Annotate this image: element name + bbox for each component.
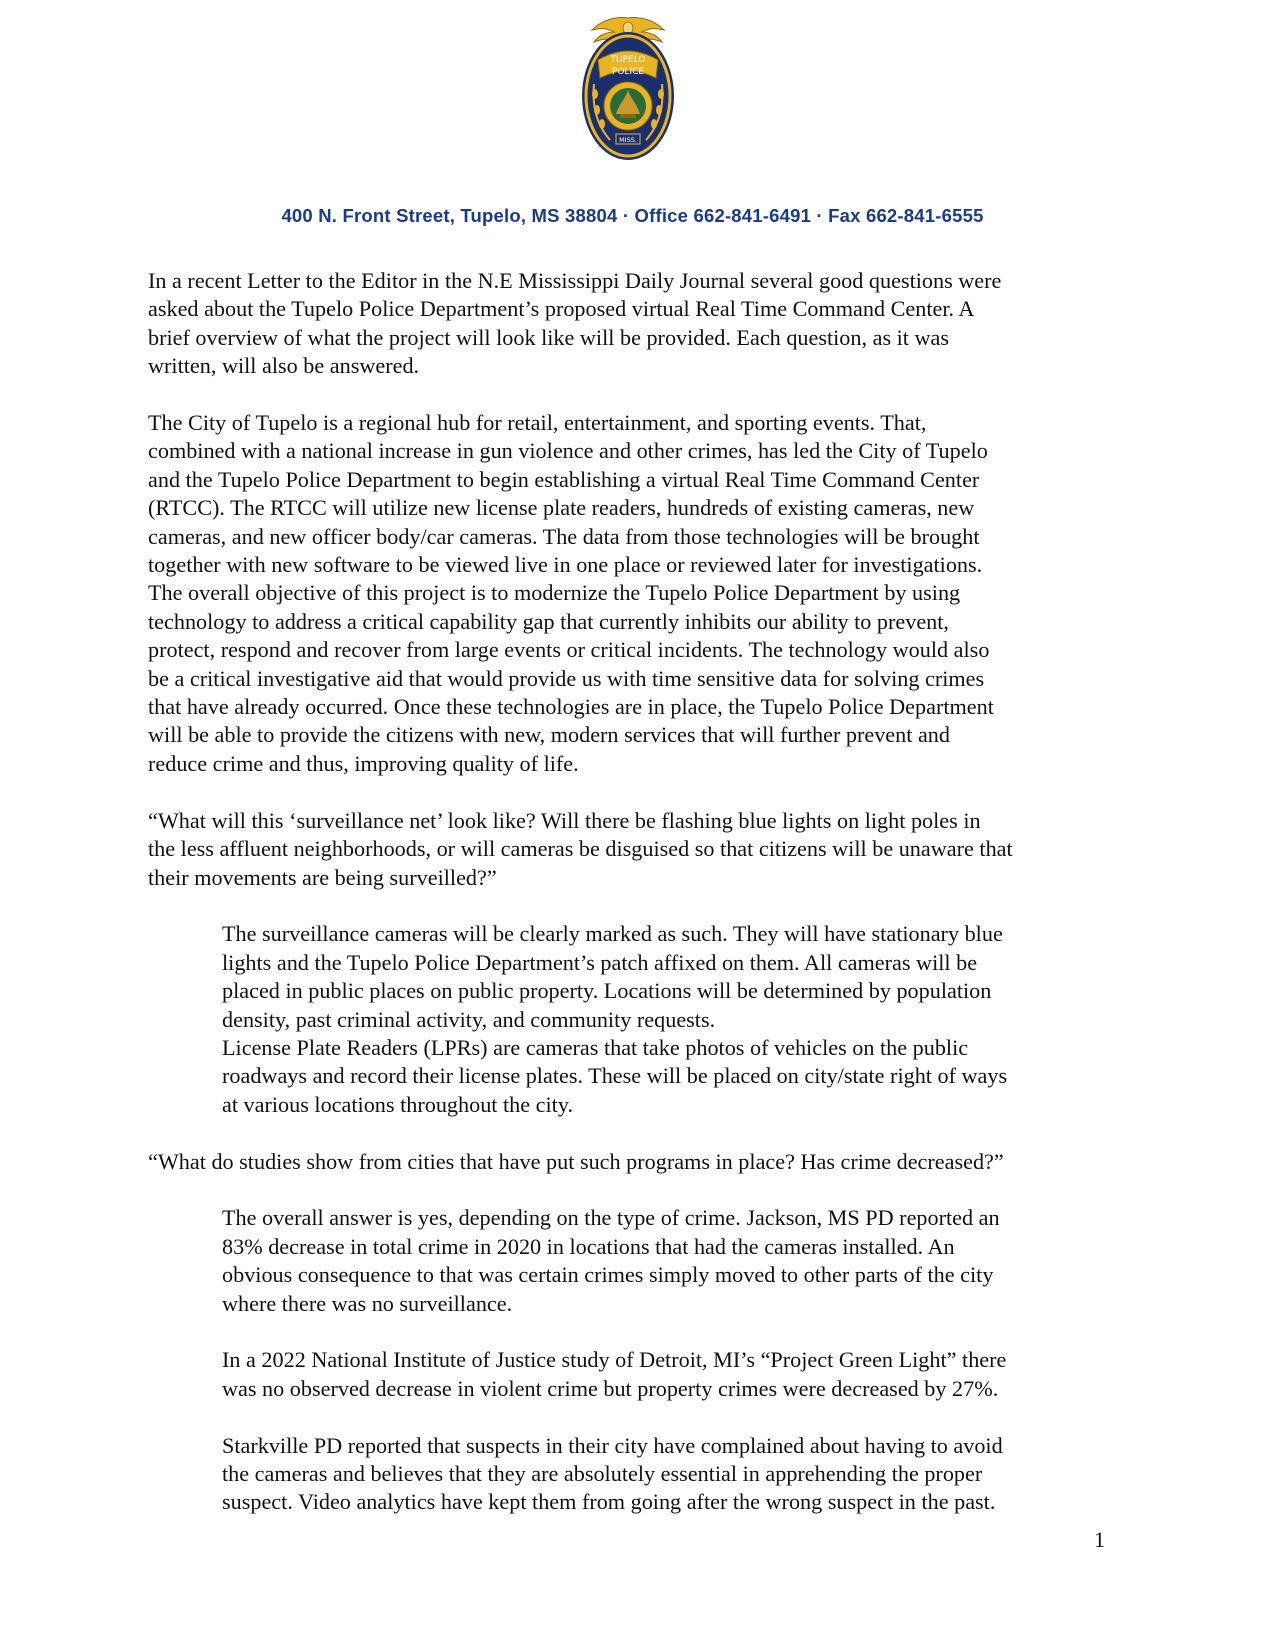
- question-1: [148, 807, 1128, 892]
- text-line: and the Tupelo Police Department to begin establishing a virtual Real Time Command Center: [148, 466, 980, 492]
- answer-2-detroit: [222, 1346, 1128, 1403]
- page-number: 1: [1094, 1527, 1105, 1552]
- text-line: The overall objective of this project is to modernize the Tupelo Police Department by using: [148, 580, 961, 606]
- text-line: that have already occurred. Once these technologies are in place, the Tupelo Police Department: [148, 694, 994, 720]
- answer-2-jackson: [222, 1204, 1128, 1318]
- text-line: Starkville PD reported that suspects in their city have complained about having to avoid: [222, 1432, 1003, 1458]
- text-line: at various locations throughout the city.: [222, 1091, 574, 1117]
- text-line: was no observed decrease in violent crime but property crimes were decreased by 27%.: [222, 1375, 999, 1401]
- text-line: obvious consequence to that was certain crimes simply moved to other parts of the city: [222, 1262, 994, 1288]
- text-line: protect, respond and recover from large events or critical incidents. The technology would also: [148, 637, 990, 663]
- text-line: where there was no surveillance.: [222, 1290, 513, 1316]
- text-line: The surveillance cameras will be clearly marked as such. They will have stationary blue: [222, 921, 1003, 947]
- answer-1-cameras: [222, 920, 1128, 1034]
- answer-2-starkville: [222, 1432, 1128, 1517]
- text-line: cameras, and new officer body/car cameras. The data from those technologies will be brought: [148, 523, 980, 549]
- text-line: License Plate Readers (LPRs) are cameras that take photos of vehicles on the public: [222, 1034, 969, 1060]
- text-line: roadways and record their license plates. These will be placed on city/state right of ways: [222, 1063, 1008, 1089]
- text-line: technology to address a critical capability gap that currently inhibits our ability to prevent,: [148, 608, 949, 634]
- police-badge-logo: [576, 14, 680, 164]
- text-line: lights and the Tupelo Police Department’s patch affixed on them. All cameras will be: [222, 949, 978, 975]
- text-line: reduce crime and thus, improving quality of life.: [148, 750, 579, 776]
- text-line: the cameras and believes that they are absolutely essential in apprehending the proper: [222, 1460, 983, 1486]
- text-line: 83% decrease in total crime in 2020 in locations that had the cameras installed. An: [222, 1233, 955, 1259]
- badge-text-mid: POLICE: [611, 67, 645, 77]
- text-line: written, will also be answered.: [148, 353, 420, 379]
- answer-1-lpr: [222, 1034, 1128, 1119]
- state-seal-icon: [604, 82, 652, 130]
- badge-text-top: TUPELO: [610, 55, 646, 65]
- text-line: will be able to provide the citizens with new, modern services that will further prevent and: [148, 722, 950, 748]
- letter-body: [148, 267, 1128, 1517]
- text-line: their movements are being surveilled?”: [148, 864, 497, 890]
- text-line: In a recent Letter to the Editor in the N.E Mississippi Daily Journal several good questions were: [148, 268, 1002, 293]
- text-line: “What do studies show from cities that have put such programs in place? Has crime decreased?”: [148, 1148, 1004, 1174]
- text-line: placed in public places on public property. Locations will be determined by population: [222, 978, 992, 1004]
- text-line: asked about the Tupelo Police Department’s proposed virtual Real Time Command Center. A: [148, 296, 975, 322]
- badge-text-bottom: MISS.: [619, 136, 637, 144]
- text-line: The City of Tupelo is a regional hub for retail, entertainment, and sporting events. That,: [148, 410, 927, 436]
- intro-paragraph: [148, 267, 1128, 381]
- question-2: [148, 1148, 1128, 1176]
- text-line: The overall answer is yes, depending on the type of crime. Jackson, MS PD reported an: [222, 1205, 1000, 1231]
- text-line: density, past criminal activity, and community requests.: [222, 1006, 716, 1032]
- text-line: be a critical investigative aid that would provide us with time sensitive data for solving crimes: [148, 665, 985, 691]
- overview-paragraph: [148, 409, 1128, 778]
- text-line: the less affluent neighborhoods, or will cameras be disguised so that citizens will be unaware that: [148, 836, 1013, 862]
- text-line: suspect. Video analytics have kept them from going after the wrong suspect in the past.: [222, 1489, 996, 1515]
- text-line: In a 2022 National Institute of Justice study of Detroit, MI’s “Project Green Light” there: [222, 1347, 1007, 1373]
- text-line: combined with a national increase in gun violence and other crimes, has led the City of Tupelo: [148, 438, 988, 464]
- text-line: brief overview of what the project will look like will be provided. Each question, as it was: [148, 324, 950, 350]
- letterhead-address: 400 N. Front Street, Tupelo, MS 38804 · Office 662-841-6491 · Fax 662-841-6555: [281, 205, 984, 226]
- text-line: “What will this ‘surveillance net’ look like? Will there be flashing blue lights on light poles in: [148, 807, 981, 833]
- text-line: (RTCC). The RTCC will utilize new license plate readers, hundreds of existing cameras, new: [148, 495, 975, 521]
- text-line: together with new software to be viewed live in one place or reviewed later for investigations.: [148, 552, 983, 578]
